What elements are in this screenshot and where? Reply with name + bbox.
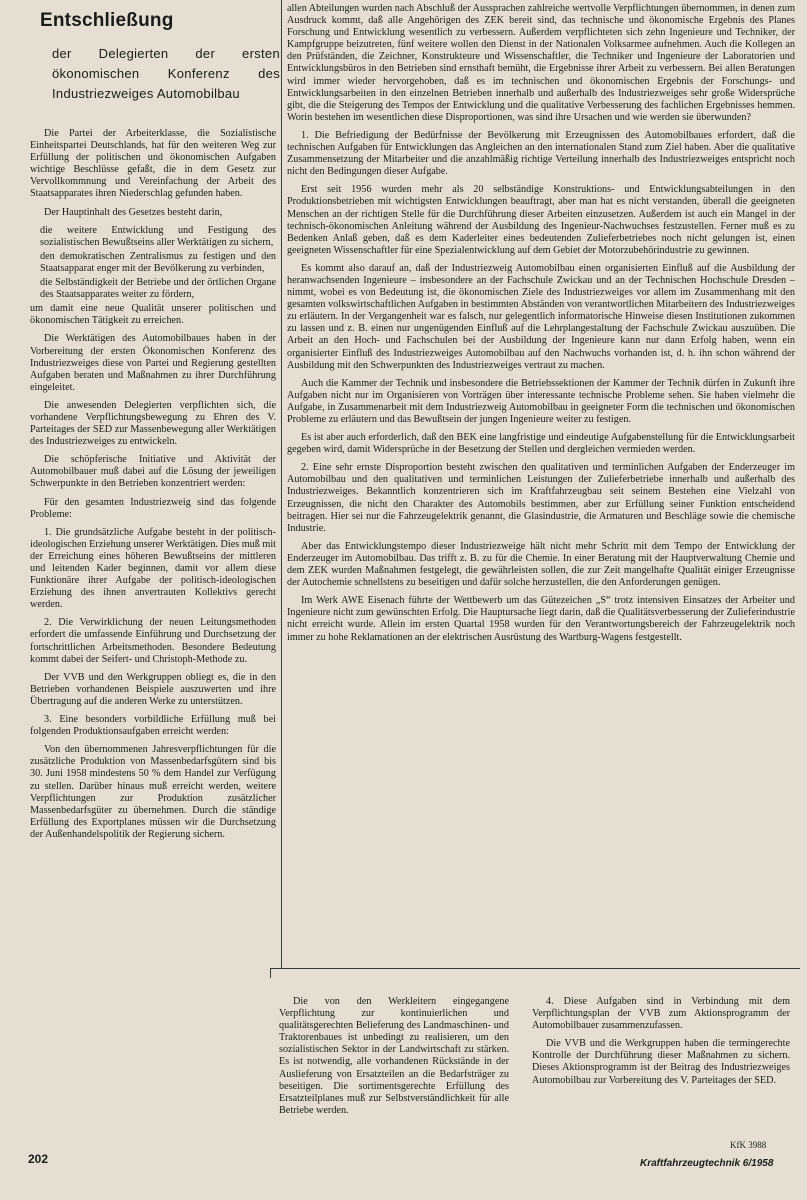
paragraph: 3. Eine besonders vorbildliche Erfüllung muß bei folgenden Produktionsaufgaben erreicht werden:: [30, 714, 276, 738]
paragraph: 2. Eine sehr ernste Disproportion besteht zwischen den qualitativen und terminlichen Aufgaben der Enderzeuger im Automobilbau und den qualitativen und terminlichen Leistungen der Zulieferbetriebe innerhalb und außerhalb des Industriezweiges. Bekanntlich konzentrieren sich im Kraftfahrzeugbau seit seinem Bestehen eine Vielzahl von Erzeugnissen, die nicht den Charakter des Automobils bestimmen, aber zur Erfüllung seiner Funktion entscheidend beitragen. Hier sei nur die Fahrzeugelektrik genannt, die Glasindustrie, die Armaturen und Beschläge sowie die chemische Industrie.: [287, 462, 795, 534]
list-item: die Selbständigkeit der Betriebe und der örtlichen Organe des Staatsapparates weiter zu fördern,: [40, 277, 276, 301]
list-item: den demokratischen Zentralismus zu festigen und den Staatsapparat enger mit der Bevölkerung zu verbinden,: [40, 250, 276, 274]
paragraph: Die schöpferische Initiative und Aktivität der Automobilbauer muß dabei auf die Lösung der jeweiligen Schwerpunkte in den Betrieben konzentriert werden:: [30, 454, 276, 490]
paragraph: Die von den Werkleitern eingegangene Verpflichtung zur kontinuierlichen und qualitätsgerechten Belieferung des Landmaschinen- und Traktorenbaues ist unbedingt zu realisieren, um den sozialistischen Sektor in der Landwirtschaft zu stärken. Es ist notwendig, alle vorhandenen Rückstände in der Auslieferung von Ersatzteilen an die Bedarfsträger zu beseitigen. Die sortimentsgerechte Erfüllung des Ersatzteilplanes muß zur Selbstverständlichkeit für alle Betriebe werden.: [279, 996, 509, 1116]
paragraph: Die anwesenden Delegierten verpflichten sich, die vorhandene Verpflichtungsbewegung zu Ehren des V. Parteitages der SED zur Massenbewegung aller Werktätigen des Industriezweiges zu entwickeln.: [30, 399, 276, 448]
right-column: [287, 3, 795, 650]
article-title: Entschließung: [40, 10, 174, 31]
paragraph: 2. Die Verwirklichung der neuen Leitungsmethoden erfordert die umfassende Einführung und Durchsetzung der fortschrittlichen Arbeitsmethoden. Besondere Bedeutung kommt dabei der Seifert- und Christoph-Methode zu.: [30, 617, 276, 665]
paragraph: Die Werktätigen des Automobilbaues haben in der Vorbereitung der ersten Ökonomischen Konferenz des Industriezweiges diese von Partei und Regierung gestellten Aufgaben beraten und Maßnahmen zu ihrer Durchführung eingeleitet.: [30, 333, 276, 393]
bottom-right-column: [532, 996, 790, 1093]
paragraph: 4. Diese Aufgaben sind in Verbindung mit dem Verpflichtungsplan der VVB zum Aktionsprogramm der Automobilbauer zusammenzufassen.: [532, 996, 790, 1032]
paragraph: Die VVB und die Werkgruppen haben die termingerechte Kontrolle der Durchführung dieser Maßnahmen zu sichern. Dieses Aktionsprogramm ist der Beitrag des Industriezweiges Automobilbau zur Vorbereitung des V. Parteitages der SED.: [532, 1038, 790, 1086]
paragraph: um damit eine neue Qualität unserer politischen und ökonomischen Tätigkeit zu erreichen.: [30, 303, 276, 327]
paragraph: Im Werk AWE Eisenach führte der Wettbewerb um das Gütezeichen „S“ trotz intensiven Einsatzes der Arbeiter und Ingenieure nicht zum gewünschten Erfolg. Die Hauptursache liegt darin, daß die Qualitätsverbesserung der Zulieferindustrie nicht erreicht wurde. Allein im ersten Quartal 1958 wurden für den Verantwortungsbereich der Fahrzeugelektrik noch immer zu hohe Reklamationen an der elektrischen Ausrüstung des Wartburg-Wagens festgestellt.: [287, 595, 795, 643]
paragraph: Die Partei der Arbeiterklasse, die Sozialistische Einheitspartei Deutschlands, hat für den weiteren Weg zur Erfüllung der politischen und ökonomischen Aufgaben wichtige Beschlüsse gefaßt, die in dem Gesetz zur Vervollkommnung und Vereinfachung der Arbeit des Staatsapparates ihren Niederschlag gefunden haben.: [30, 128, 276, 200]
paragraph: Erst seit 1956 wurden mehr als 20 selbständige Konstruktions- und Entwicklungsabteilungen in den Produktionsbetrieben mit wichtigsten Entwicklungen beauftragt, aber man hat es nicht verstanden, überall die geeigneten Menschen an der richtigen Stelle für die Durchführung dieser Arbeiten einzusetzen. Außerdem ist auch ein Mangel in der technisch-ökonomischen Anleitung während der Ausbildung des Ingenieur-Nachwuchses festzustellen. Ferner muß es zu Bedenken Anlaß geben, daß es dem Kaderleiter eines bedeutenden Zulieferbetriebes noch nicht gelungen ist, einen geeigneten Wissenschaftler für eine Spezialentwicklung auf dem Gebiet der Motorzubehörindustrie zu gewinnen.: [287, 184, 795, 256]
left-column: [30, 128, 276, 847]
paragraph: Auch die Kammer der Technik und insbesondere die Betriebssektionen der Kammer der Technik dürfen in Zukunft ihre Aufgaben nicht nur im Organisieren von Vorträgen über interessante technische Probleme sehen. Sie haben vielmehr die Aufgabe, in Zusammenarbeit mit dem Industriezweig Automobilbau in geeigneter Form die technischen und ökonomischen Probleme zu erläutern und das Bewußtsein der jungen Ingenieure weiter zu festigen.: [287, 377, 795, 425]
paragraph: Es kommt also darauf an, daß der Industriezweig Automobilbau einen organisierten Einfluß auf die Ausbildung der heranwachsenden Ingenieure – insbesondere an der Fachschule Zwickau und an der Technischen Hochschule Dresden – nimmt, wobei es von Bedeutung ist, die ökonomischen Ziele des Industriezweiges vor allem im Zusammenhang mit den gesamten volkswirtschaftlichen Aufgaben in bestimmten Abständen von verantwortlichen Mitarbeitern des Industriezweiges zu erläutern. In der Vergangenheit war es falsch, nur gelegentlich informatorische Hinweise diesen Institutionen zukommen zu lassen und z. B. einen nur ungenügenden Einfluß auf die Lehrplangestaltung der Fachschule Zwickau auszuüben. Die Arbeit an den Hoch- und Fachschulen bei der Ausbildung der Ingenieure kann nur dann Erfolg haben, wenn ein organisierter Einfluß des Industriezweiges Automobilbau auf den Nachwuchs vorhanden ist, d. h. ihn schon während der Ausbildung mit den Schwerpunkten des Industriezweiges vertraut zu machen.: [287, 262, 795, 371]
paragraph: Aber das Entwicklungstempo dieser Industriezweige hält nicht mehr Schritt mit dem Tempo der Entwicklung der Enderzeuger im Automobilbau. Das trifft z. B. zu für die Chemie. In einer Beratung mit der Hauptverwaltung Chemie und dem ZEK wurden Maßnahmen festgelegt, die gewährleisten sollen, die zur Zeit mangelhafte Qualität einiger Erzeugnisse der Autochemie schnellstens zu beseitigen und dafür solche herzustellen, die den Anforderungen genügen.: [287, 540, 795, 589]
paragraph: Für den gesamten Industriezweig sind das folgende Probleme:: [30, 496, 276, 520]
paragraph: Es ist aber auch erforderlich, daß den BEK eine langfristige und eindeutige Aufgabenstellung für die Entwicklungsarbeit gegeben wird, damit Widersprüche in der Besetzung der Stellen und dergleichen vermieden werden.: [287, 432, 795, 456]
journal-reference: Kraftfahrzeugtechnik 6/1958: [640, 1158, 774, 1169]
paragraph: 1. Die Befriedigung der Bedürfnisse der Bevölkerung mit Erzeugnissen des Automobilbaues erfordert, daß die technischen Aufgaben für Entwicklungen das Angleichen an den internationalen Stand zum Ziel haben. Aber die qualitative Zusammensetzung der Mitarbeiter und die anzahlmäßig richtige Verteilung innerhalb des Industriezweiges entspricht noch nicht den Bedingungen dieser Aufgabe.: [287, 129, 795, 178]
frame-divider-vertical: [270, 968, 271, 978]
bottom-middle-column: [279, 996, 509, 1123]
paragraph: Der VVB und den Werkgruppen obliegt es, die in den Betrieben vorhandenen Beispiele auszuwerten und ihre Übertragung auf die anderen Werke zu unterstützen.: [30, 671, 276, 707]
article-subtitle: der Delegierten der ersten ökonomischen Konferenz des Industriezweiges Automobilbau: [52, 46, 280, 101]
paragraph: 1. Die grundsätzliche Aufgabe besteht in der politisch-ideologischen Erziehung unserer Werktätigen. Dies muß mit der Erreichung eines höheren Bewußtseins der mittleren und leitenden Kader beginnen, damit vor allem diese Funktionäre ihrer Aufgabe der politisch-ideologischen Erziehung des ihnen anvertrauten Kollektivs gerecht werden.: [30, 526, 276, 611]
page-number: 202: [28, 1152, 49, 1166]
frame-divider: [270, 968, 282, 969]
list-item: die weitere Entwicklung und Festigung des sozialistischen Bewußtseins aller Werktätigen zu sichern,: [40, 224, 276, 248]
paragraph: allen Abteilungen wurden nach Abschluß der Aussprachen zahlreiche wertvolle Verpflichtungen übernommen, in denen zum Ausdruck kommt, daß alle Angehörigen des ZEK bereit sind, das technische und ökonomische Ergebnis des Planes Forschung und Entwicklung wesentlich zu verbessern. Außerdem verpflichteten sich zehn Ingenieure und Techniker, der Kampfgruppe beizutreten, fünf weitere wollen den Dienst in der Nationalen Volksarmee aufnehmen. Auch die Kollegen an den Prüfständen, die Zeichner, Konstrukteure und Wissenschaftler, die Techniker und Ingenieure der Laboratorien und Entwicklungsbüros in den Betrieben sind ernsthaft bemüht, die Ergebnisse ihrer Arbeit zu verbessern. Bei allen Beratungen wird immer wieder hervorgehoben, daß es im technischen und ökonomischen Ergebnis der Forschungs- und Entwicklungsarbeiten in den einzelnen Betrieben innerhalb und außerhalb des Industriezweiges sehr große Widersprüche gibt, die die Steigerung des Tempos der Entwicklung und die qualitative Verbesserung des fachlichen Ergebnisses hemmen. Worin bestehen im wesentlichen diese Disproportionen, was sind ihre Ursachen und wie werden sie überwunden?: [287, 3, 795, 123]
paragraph: Von den übernommenen Jahresverpflichtungen für die zusätzliche Produktion von Massenbedarfsgütern sind bis 30. Juni 1958 mindestens 50 % dem Handel zur Verfügung zu stellen. Darüber hinaus muß erreicht werden, weitere Verpflichtungen zur Produktion zusätzlicher Massenbedarfsgüter zu übernehmen. Durch die ständige Erfüllung des Exportplanes müssen wir die Durchsetzung der Außenhandelspolitik der Regierung sichern.: [30, 744, 276, 840]
paragraph: Der Hauptinhalt des Gesetzes besteht darin,: [44, 206, 223, 218]
signature-code: KfK 3988: [730, 1140, 767, 1150]
